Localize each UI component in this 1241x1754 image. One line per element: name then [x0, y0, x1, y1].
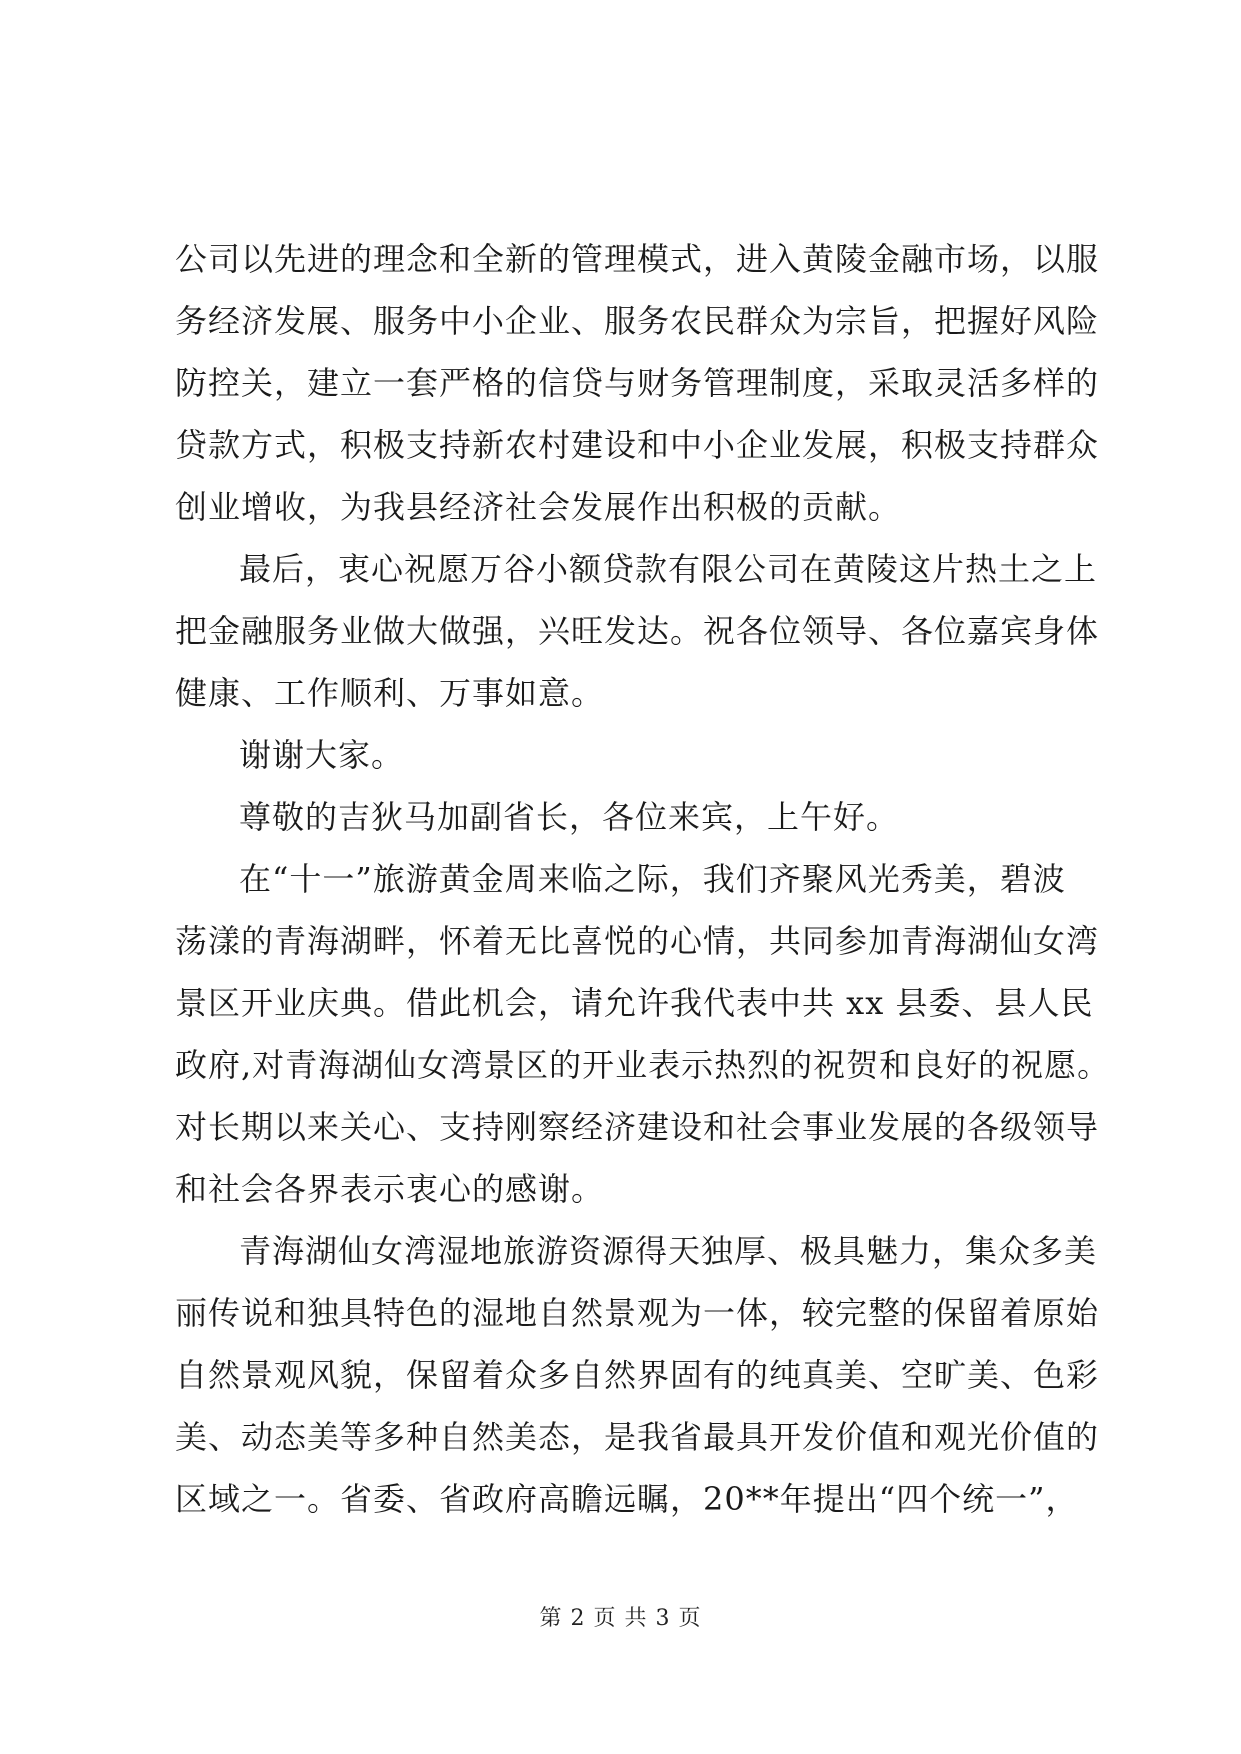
paragraph-start-line: 最后，衷心祝愿万谷小额贷款有限公司在黄陵这片热土之上 — [239, 550, 1098, 588]
text-line: 自然景观风貌，保留着众多自然界固有的纯真美、空旷美、色彩 — [175, 1356, 1100, 1394]
text-line: 健康、工作顺利、万事如意。 — [175, 674, 605, 712]
text-line: 贷款方式，积极支持新农村建设和中小企业发展，积极支持群众 — [175, 426, 1100, 464]
text-line: 对长期以来关心、支持刚察经济建设和社会事业发展的各级领导 — [175, 1108, 1100, 1146]
paragraph-start-line: 青海湖仙女湾湿地旅游资源得天独厚、极具魅力，集众多美 — [239, 1232, 1098, 1270]
paragraph-start-line: 在“十一”旅游黄金周来临之际，我们齐聚风光秀美，碧波 — [239, 860, 1066, 898]
text-line: 政府,对青海湖仙女湾景区的开业表示热烈的祝贺和良好的祝愿。 — [175, 1046, 1111, 1084]
text-line: 区域之一。省委、省政府高瞻远瞩，20**年提出“四个统一”， — [175, 1480, 1079, 1518]
text-line: 丽传说和独具特色的湿地自然景观为一体，较完整的保留着原始 — [175, 1294, 1100, 1332]
paragraph-start-line: 谢谢大家。 — [239, 736, 405, 774]
text-line: 公司以先进的理念和全新的管理模式，进入黄陵金融市场，以服 — [175, 240, 1100, 278]
page-number-footer: 第 2 页 共 3 页 — [539, 1606, 702, 1631]
text-line: 和社会各界表示衷心的感谢。 — [175, 1170, 605, 1208]
text-line: 把金融服务业做大做强，兴旺发达。祝各位领导、各位嘉宾身体 — [175, 612, 1100, 650]
text-line: 美、动态美等多种自然美态，是我省最具开发价值和观光价值的 — [175, 1418, 1100, 1456]
text-line: 创业增收，为我县经济社会发展作出积极的贡献。 — [175, 488, 902, 526]
text-line: 荡漾的青海湖畔，怀着无比喜悦的心情，共同参加青海湖仙女湾 — [175, 922, 1100, 960]
text-line: 务经济发展、服务中小企业、服务农民群众为宗旨，把握好风险 — [175, 302, 1100, 340]
document-body — [175, 228, 1111, 1530]
text-line: 景区开业庆典。借此机会，请允许我代表中共 xx 县委、县人民 — [175, 984, 1094, 1022]
text-line: 防控关，建立一套严格的信贷与财务管理制度，采取灵活多样的 — [175, 364, 1100, 402]
paragraph-start-line: 尊敬的吉狄马加副省长，各位来宾，上午好。 — [239, 798, 900, 836]
